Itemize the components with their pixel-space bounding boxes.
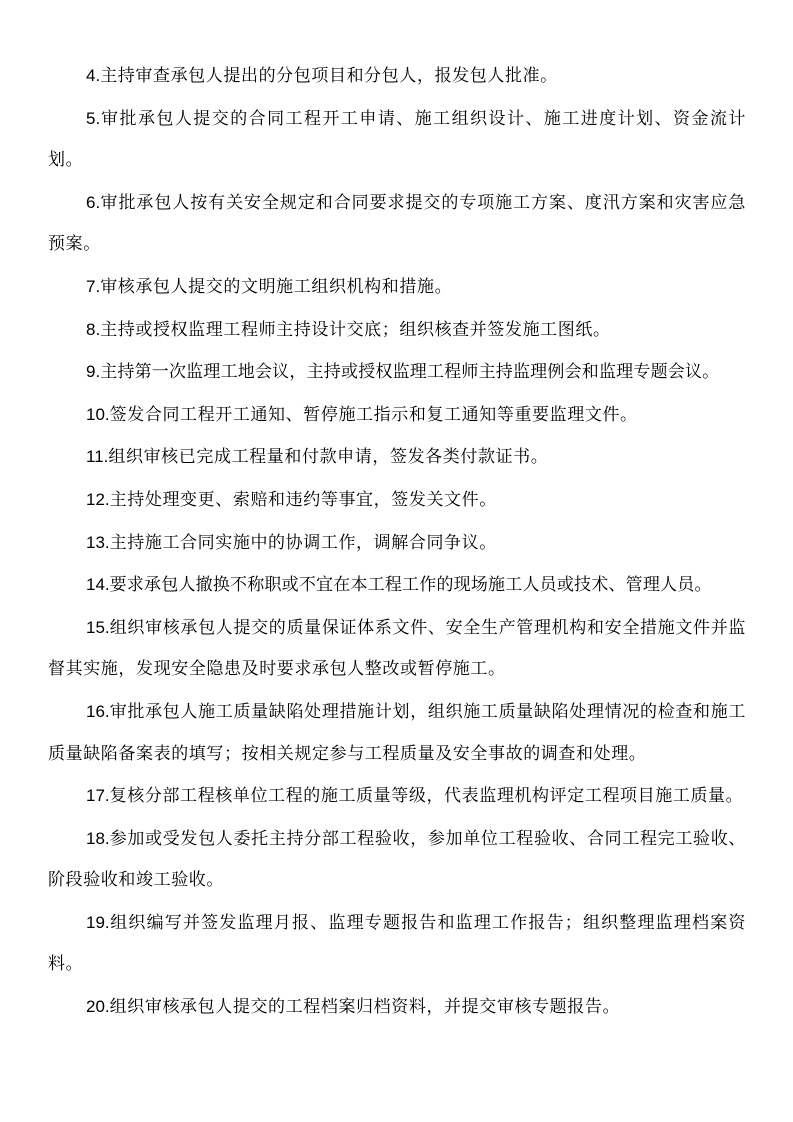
item-text: 主持审查承包人提出的分包项目和分包人，报发包人批准。 — [100, 66, 558, 86]
item-number: 19. — [86, 912, 110, 932]
item-number: 16. — [86, 701, 110, 721]
item-number: 15. — [86, 617, 110, 637]
item-text: 复核分部工程核单位工程的施工质量等级，代表监理机构评定工程项目施工质量。 — [109, 786, 744, 807]
duty-item-16 — [48, 691, 746, 775]
item-number: 4. — [86, 66, 101, 85]
duty-item-15 — [48, 607, 746, 691]
item-text: 组织审核承包人提交的质量保证体系文件、安全生产管理机构和安全措施文件并监督其实施，发现安全隐患及时要求承包人整改或暂停施工。 — [48, 617, 746, 680]
item-text: 签发合同工程开工通知、暂停施工指示和复工通知等重要监理文件。 — [109, 404, 638, 425]
item-text: 参加或受发包人委托主持分部工程验收，参加单位工程验收、合同工程完工验收、阶段验收和竣工验收。 — [48, 828, 746, 891]
item-text: 审批承包人提交的合同工程开工申请、施工组织设计、施工进度计划、资金流计划。 — [48, 108, 746, 171]
duty-item-7 — [48, 266, 746, 309]
duty-item-4 — [48, 55, 746, 98]
duty-item-17 — [48, 775, 746, 818]
duty-item-19 — [48, 902, 746, 986]
item-text: 主持或授权监理工程师主持设计交底；组织核查并签发施工图纸。 — [100, 319, 611, 340]
item-text: 审批承包人施工质量缺陷处理措施计划，组织施工质量缺陷处理情况的检查和施工质量缺陷备案表的填写；按相关规定参与工程质量及安全事故的调查和处理。 — [48, 701, 746, 764]
duty-item-11 — [48, 436, 746, 479]
item-text: 组织审核已完成工程量和付款申请，签发各类付款证书。 — [108, 447, 549, 468]
item-number: 11. — [86, 447, 109, 467]
duty-item-10 — [48, 394, 746, 437]
duty-item-12 — [48, 479, 746, 522]
duty-item-18 — [48, 818, 746, 902]
item-number: 8. — [86, 319, 101, 339]
duty-item-6 — [48, 182, 746, 266]
item-number: 10. — [86, 404, 110, 424]
duty-item-14 — [48, 564, 746, 607]
item-text: 组织审核承包人提交的工程档案归档资料，并提交审核专题报告。 — [109, 997, 621, 1018]
item-text: 要求承包人撤换不称职或不宜在本工程工作的现场施工人员或技术、管理人员。 — [109, 575, 712, 596]
item-number: 7. — [86, 276, 101, 296]
duty-item-8 — [48, 309, 746, 352]
item-number: 13. — [86, 532, 110, 552]
item-number: 20. — [86, 997, 110, 1017]
item-number: 14. — [86, 575, 110, 595]
duty-item-5 — [48, 98, 746, 182]
duty-item-20 — [48, 986, 746, 1029]
item-text: 组织编写并签发监理月报、监理专题报告和监理工作报告；组织整理监理档案资料。 — [48, 912, 746, 975]
item-text: 主持处理变更、索赔和违约等事宜，签发关文件。 — [109, 489, 497, 510]
duty-item-13 — [48, 522, 746, 565]
duty-item-9 — [48, 351, 746, 394]
item-number: 18. — [86, 828, 110, 848]
item-text: 审批承包人按有关安全规定和合同要求提交的专项施工方案、度汛方案和灾害应急预案。 — [48, 192, 746, 255]
item-number: 9. — [86, 362, 101, 382]
item-text: 主持第一次监理工地会议，主持或授权监理工程师主持监理例会和监理专题会议。 — [100, 362, 720, 383]
item-number: 6. — [86, 192, 101, 212]
item-number: 17. — [86, 786, 110, 806]
item-number: 5. — [86, 108, 101, 128]
item-text: 审核承包人提交的文明施工组织机构和措施。 — [100, 276, 453, 297]
item-number: 12. — [86, 489, 110, 509]
item-text: 主持施工合同实施中的协调工作，调解合同争议。 — [109, 532, 497, 553]
